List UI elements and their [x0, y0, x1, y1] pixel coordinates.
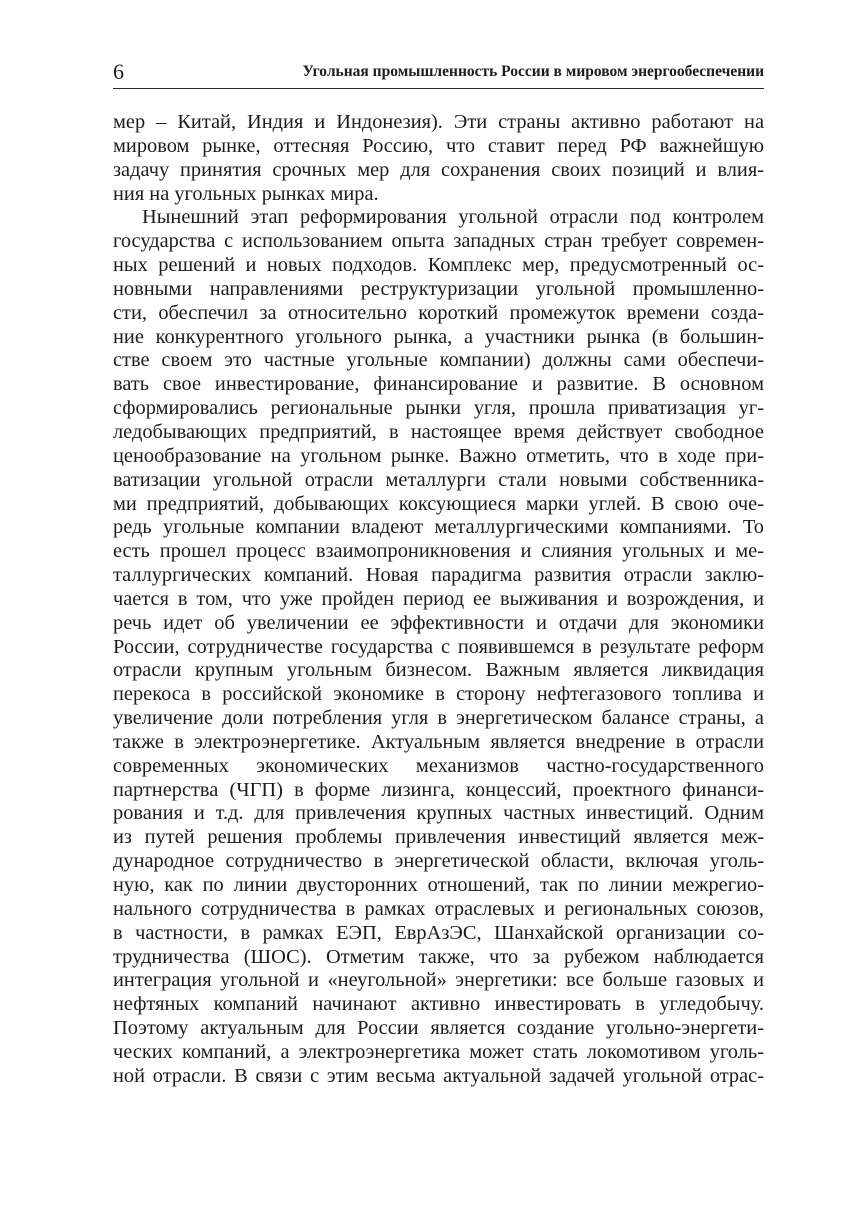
- text-line: новными направлениями реструктуризации угольной промышленно-: [113, 277, 764, 300]
- text-line: мировом рынке, оттесняя Россию, что ставит перед РФ важнейшую: [113, 134, 764, 157]
- text-line: трудничества (ШОС). Отметим также, что за рубежом наблюдается: [113, 945, 764, 968]
- running-head: [113, 59, 764, 85]
- text-line: перекоса в российской экономике в сторону нефтегазового топлива и: [113, 683, 764, 706]
- text-line: дународное сотрудничество в энергетической области, включая уголь-: [113, 850, 764, 873]
- text-line: рования и т.д. для привлечения крупных частных инвестиций. Одним: [113, 802, 764, 825]
- text-line: России, сотрудничестве государства с появившемся в результате реформ: [113, 635, 764, 658]
- running-head-title: Угольная промышленность России в мировом энергообеспечении: [302, 63, 764, 80]
- text-line: нального сотрудничества в рамках отраслевых и региональных союзов,: [113, 897, 764, 920]
- text-line: редь угольные компании владеют металлургическими компаниями. То: [113, 516, 764, 539]
- text-line: таллургических компаний. Новая парадигма развития отрасли заклю-: [113, 564, 764, 587]
- page-number: 6: [113, 59, 124, 84]
- text-line: увеличение доли потребления угля в энергетическом балансе страны, а: [113, 707, 764, 730]
- text-line: ми предприятий, добывающих коксующиеся марки углей. В свою оче-: [113, 492, 764, 515]
- text-line: Поэтому актуальным для России является создание угольно-энергети-: [113, 1017, 764, 1040]
- text-line: ние конкурентного угольного рынка, а участники рынка (в большин-: [113, 325, 764, 348]
- text-line: вать свое инвестирование, финансирование и развитие. В основном: [113, 373, 764, 396]
- text-line: сти, обеспечил за относительно короткий промежуток времени созда-: [113, 301, 764, 324]
- text-line: государства с использованием опыта западных стран требует современ-: [113, 230, 764, 253]
- text-line: мер – Китай, Индия и Индонезия). Эти страны активно работают на: [113, 111, 764, 133]
- text-line: стве своем это частные угольные компании) должны сами обеспечи-: [113, 349, 764, 372]
- text-line: из путей решения проблемы привлечения инвестиций является меж-: [113, 826, 764, 849]
- text-line: задачу принятия срочных мер для сохранения своих позиций и влия-: [113, 158, 764, 181]
- text-line: ческих компаний, а электроэнергетика может стать локомотивом уголь-: [113, 1040, 764, 1063]
- text-line: современных экономических механизмов частно-государственного: [113, 754, 764, 777]
- text-line: ценообразование на угольном рынке. Важно отметить, что в ходе при-: [113, 444, 764, 467]
- text-line: также в электроэнергетике. Актуальным является внедрение в отрасли: [113, 730, 764, 753]
- text-line: интеграция угольной и «неугольной» энергетики: все больше газовых и: [113, 969, 764, 992]
- text-line: отрасли крупным угольным бизнесом. Важным является ликвидация: [113, 659, 764, 682]
- paragraph-2: [113, 206, 764, 1088]
- text-line: партнерства (ЧГП) в форме лизинга, концессий, проектного финанси-: [113, 778, 764, 801]
- text-line: ния на угольных рынках мира.: [113, 182, 379, 205]
- text-line: Нынешний этап реформирования угольной отрасли под контролем: [142, 206, 764, 229]
- text-line: ватизации угольной отрасли металлурги стали новыми собственника-: [113, 468, 764, 491]
- text-line: ледобывающих предприятий, в настоящее время действует свободное: [113, 420, 764, 443]
- header-rule: [113, 88, 764, 89]
- text-line: ной отрасли. В связи с этим весьма актуальной задачей угольной отрас-: [113, 1064, 764, 1087]
- text-line: ных решений и новых подходов. Комплекс мер, предусмотренный ос-: [113, 254, 764, 277]
- body-text: [113, 111, 764, 1089]
- text-line: есть прошел процесс взаимопроникновения и слияния угольных и ме-: [113, 540, 764, 563]
- text-line: речь идет об увеличении ее эффективности и отдачи для экономики: [113, 611, 764, 634]
- text-line: чается в том, что уже пройден период ее выживания и возрождения, и: [113, 587, 764, 610]
- text-line: в частности, в рамках ЕЭП, ЕврАзЭС, Шанхайской организации со-: [113, 921, 764, 944]
- paragraph-1: [113, 111, 764, 206]
- text-line: сформировались региональные рынки угля, прошла приватизация уг-: [113, 397, 764, 420]
- text-line: нефтяных компаний начинают активно инвестировать в угледобычу.: [113, 993, 764, 1016]
- text-line: ную, как по линии двусторонних отношений, так по линии межрегио-: [113, 874, 764, 896]
